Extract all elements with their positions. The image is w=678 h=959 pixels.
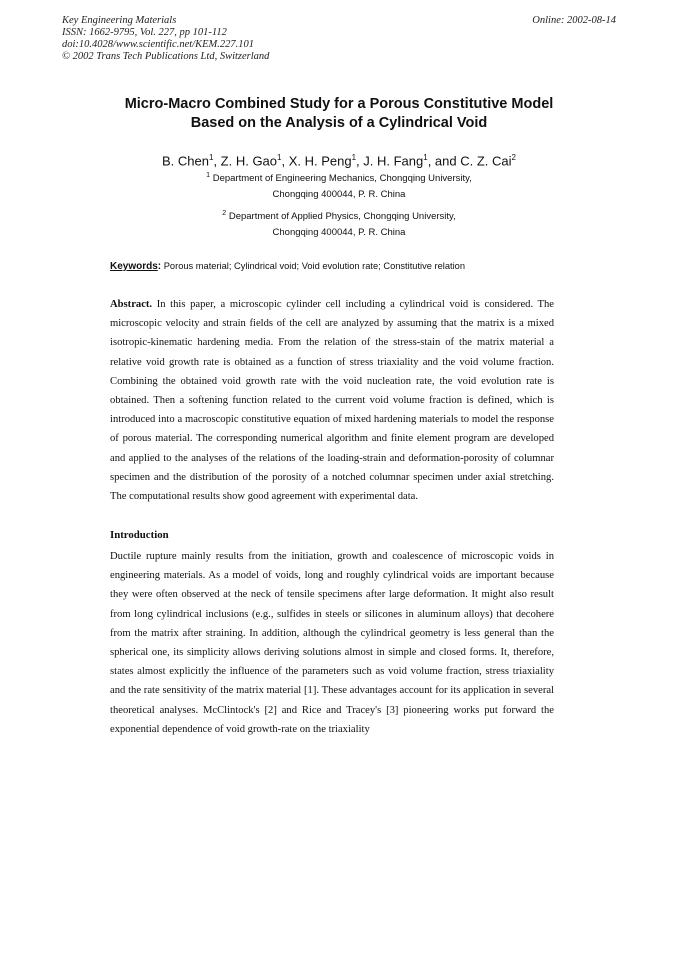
- author-separator: ,: [281, 153, 289, 169]
- affiliation-text: Department of Applied Physics, Chongqing University,: [228, 211, 456, 223]
- online-date: Online: 2002-08-14: [532, 15, 616, 26]
- author-separator: ,: [213, 153, 221, 169]
- author-affil-mark: 1: [277, 153, 282, 162]
- journal-info-block: [62, 15, 269, 63]
- author-separator: , and: [427, 153, 461, 169]
- author-affil-mark: 1: [351, 153, 357, 162]
- affiliation-text: Department of Engineering Mechanics, Chongqing University,: [212, 173, 472, 185]
- author-name: C. Z. Cai: [460, 153, 512, 169]
- author-name: J. H. Fang: [363, 153, 424, 169]
- affiliation-mark: 2: [222, 210, 227, 217]
- keywords-text: Porous material; Cylindrical void; Void evolution rate; Constitutive relation: [163, 261, 465, 271]
- author-affil-mark: 2: [511, 153, 516, 162]
- affiliation-mark: 1: [206, 172, 211, 179]
- keywords-line: [110, 261, 630, 272]
- abstract-paragraph: [110, 295, 554, 506]
- author-affil-mark: 1: [423, 153, 428, 162]
- title-line-2: Based on the Analysis of a Cylindrical Void: [190, 115, 488, 131]
- journal-name: Key Engineering Materials: [62, 15, 177, 26]
- copyright-line: © 2002 Trans Tech Publications Ltd, Switzerland: [62, 51, 270, 62]
- affiliation-2-city: Chongqing 400044, P. R. China: [272, 227, 406, 238]
- issn-line: ISSN: 1662-9795, Vol. 227, pp 101-112: [62, 27, 227, 38]
- doi-link[interactable]: doi:10.4028/www.scientific.net/KEM.227.101: [62, 39, 254, 50]
- abstract-text: In this paper, a microscopic cylinder cell including a cylindrical void is considered. The microscopic velocity and strain fields of the cell are analyzed by assuming that the matrix is a mixed isotropic-kinematic hardening media. From the relation of the stress-stain of the matrix material a relative void growth rate is obtained as a function of stress triaxiality and the void volume fraction. Combining the obtained void growth rate with the void nucleation rate, the void evolution rate is obtained. Then a softening function related to the current void volume fraction is defined, which is introduced into a macroscopic constitutive equation of mixed hardening materials to model the response of porous material. The corresponding numerical algorithm and finite element program are developed and applied to the analyses of the relations of the loading-strain and deformation-porosity of columnar specimen and the distribution of the porosity of a notched columnar specimen under axial stretching. The computational results show good agreement with experimental data.: [110, 299, 555, 503]
- author-name: Z. H. Gao: [220, 153, 278, 169]
- paper-title: [80, 95, 598, 133]
- author-name: B. Chen: [162, 153, 209, 169]
- author-affil-mark: 1: [208, 153, 214, 162]
- introduction-paragraph: Ductile rupture mainly results from the initiation, growth and coalescence of microscopic voids in engineering materials. As a model of voids, long and roughly cylindrical voids are important because they were often observed at the neck of tensile specimens after large deformation. It might also result from long cylindrical inclusions (e.g., sulfides in steels or silicones in aluminum alloys) that decohere from the matrix after straining. In addition, although the cylindrical geometry is less general than the spherical one, its simplicity allows deriving solutions almost in simple and closed forms. It, therefore, states almost explicitly the influence of the parameters such as void volume fraction, stress triaxiality and the rate sensitivity of the matrix material [1]. These advantages account for its application in several theoretical analyses. McClintock's [2] and Rice and Tracey's [3] pioneering works put forward the exponential dependence of void growth-rate on the triaxiality: [110, 551, 554, 735]
- abstract-label: Abstract.: [110, 299, 153, 310]
- author-separator: ,: [356, 153, 364, 169]
- title-line-1: Micro-Macro Combined Study for a Porous Constitutive Model: [124, 96, 554, 112]
- affiliation-1-city: Chongqing 400044, P. R. China: [272, 189, 406, 200]
- author-name: X. H. Peng: [288, 153, 352, 169]
- introduction-heading: Introduction: [110, 529, 169, 541]
- keywords-label: Keywords:: [110, 261, 162, 272]
